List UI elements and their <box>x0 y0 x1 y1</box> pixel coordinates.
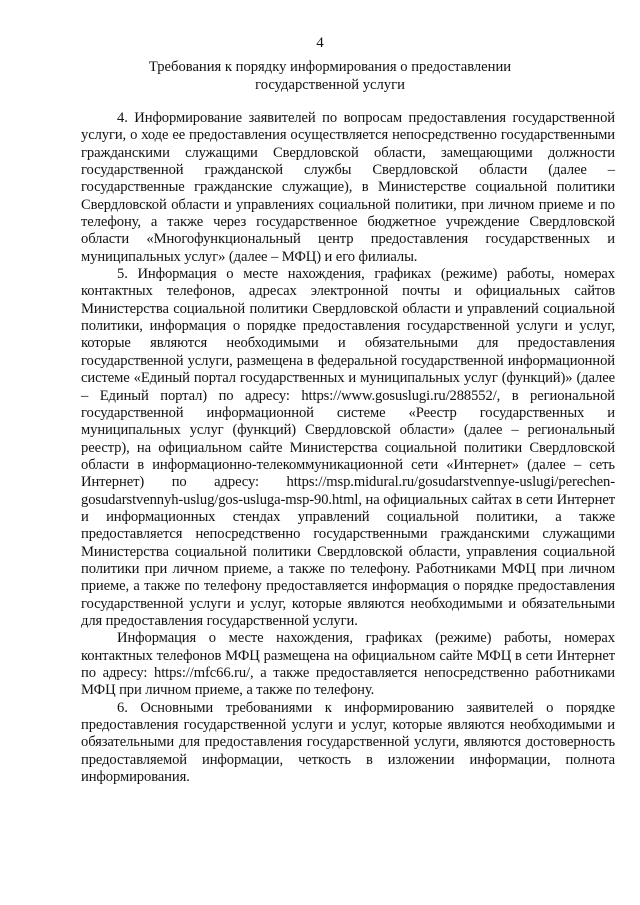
page-number: 4 <box>316 35 324 51</box>
section-title-line-1: Требования к порядку информирования о предоставлении <box>148 59 512 75</box>
paragraph-5: 5. Информация о месте нахождения, графиках (режиме) работы, номерах контактных телефонов, адресах электронной почты и официальных сайтов Министерства социальной политики Свердловской области и управлений социальной политики, информация о порядке предоставления государственной услуги и услуг, которые являются необходимыми и обязательными для предоставления государственной услуги, размещена в федеральной государственной информационной системе «Единый портал государственных и муниципальных услуг (функций)» (далее – Единый портал) по адресу: https://www.gosuslugi.ru/288552/, в региональной государственной информационной системе «Реестр государственных и муниципальных услуг (функций) Свердловской области» (далее – региональный реестр), на официальном сайте Министерства социальной политики Свердловской области в информационно-телекоммуникационной сети «Интернет» (далее – сеть Интернет) по адресу: https://msp.midural.ru/gosudarstvennye-uslugi/perechen-gosudarstvennyh-uslug/gos-usluga-msp-90.html, на официальных сайтах в сети Интернет и информационных стендах управлений социальной политики, а также предоставляется непосредственно государственными гражданскими служащими Министерства социальной политики Свердловской области, управления социальной политики при личном приеме, а также по телефону. Работниками МФЦ при личном приеме, а также по телефону предоставляется информация о порядке предоставления государственной услуги и услуг, которые являются необходимыми и обязательными для предоставления государственной услуги. <box>81 266 615 629</box>
section-title-line-2: государственной услуги <box>255 77 405 93</box>
paragraph-6: 6. Основными требованиями к информированию заявителей о порядке предоставления государственной услуги и услуг, которые являются необходимыми и обязательными для предоставления государственной услуги, являются достоверность предоставляемой информации, четкость в изложении информации, полнота информирования. <box>81 699 615 786</box>
document-body <box>81 110 615 786</box>
paragraph-5-mfc-info: Информация о месте нахождения, графиках (режиме) работы, номерах контактных телефонов МФЦ размещена на официальном сайте МФЦ в сети Интернет по адресу: https://mfc66.ru/, а также предоставляется непосредственно работниками МФЦ при личном приеме, а также по телефону. <box>81 630 615 699</box>
section-title <box>130 58 530 94</box>
paragraph-4: 4. Информирование заявителей по вопросам предоставления государственной услуги, о ходе ее предоставления осуществляется непосредственно государственными гражданскими служащими Свердловской области, замещающими должности государственной гражданской службы Свердловской области (далее – государственные гражданские служащие), в Министерстве социальной политики Свердловской области и управлениях социальной политики, при личном приеме и по телефону, а также через государственное бюджетное учреждение Свердловской области «Многофункциональный центр предоставления государственных и муниципальных услуг» (далее – МФЦ) и его филиалы. <box>81 110 615 265</box>
